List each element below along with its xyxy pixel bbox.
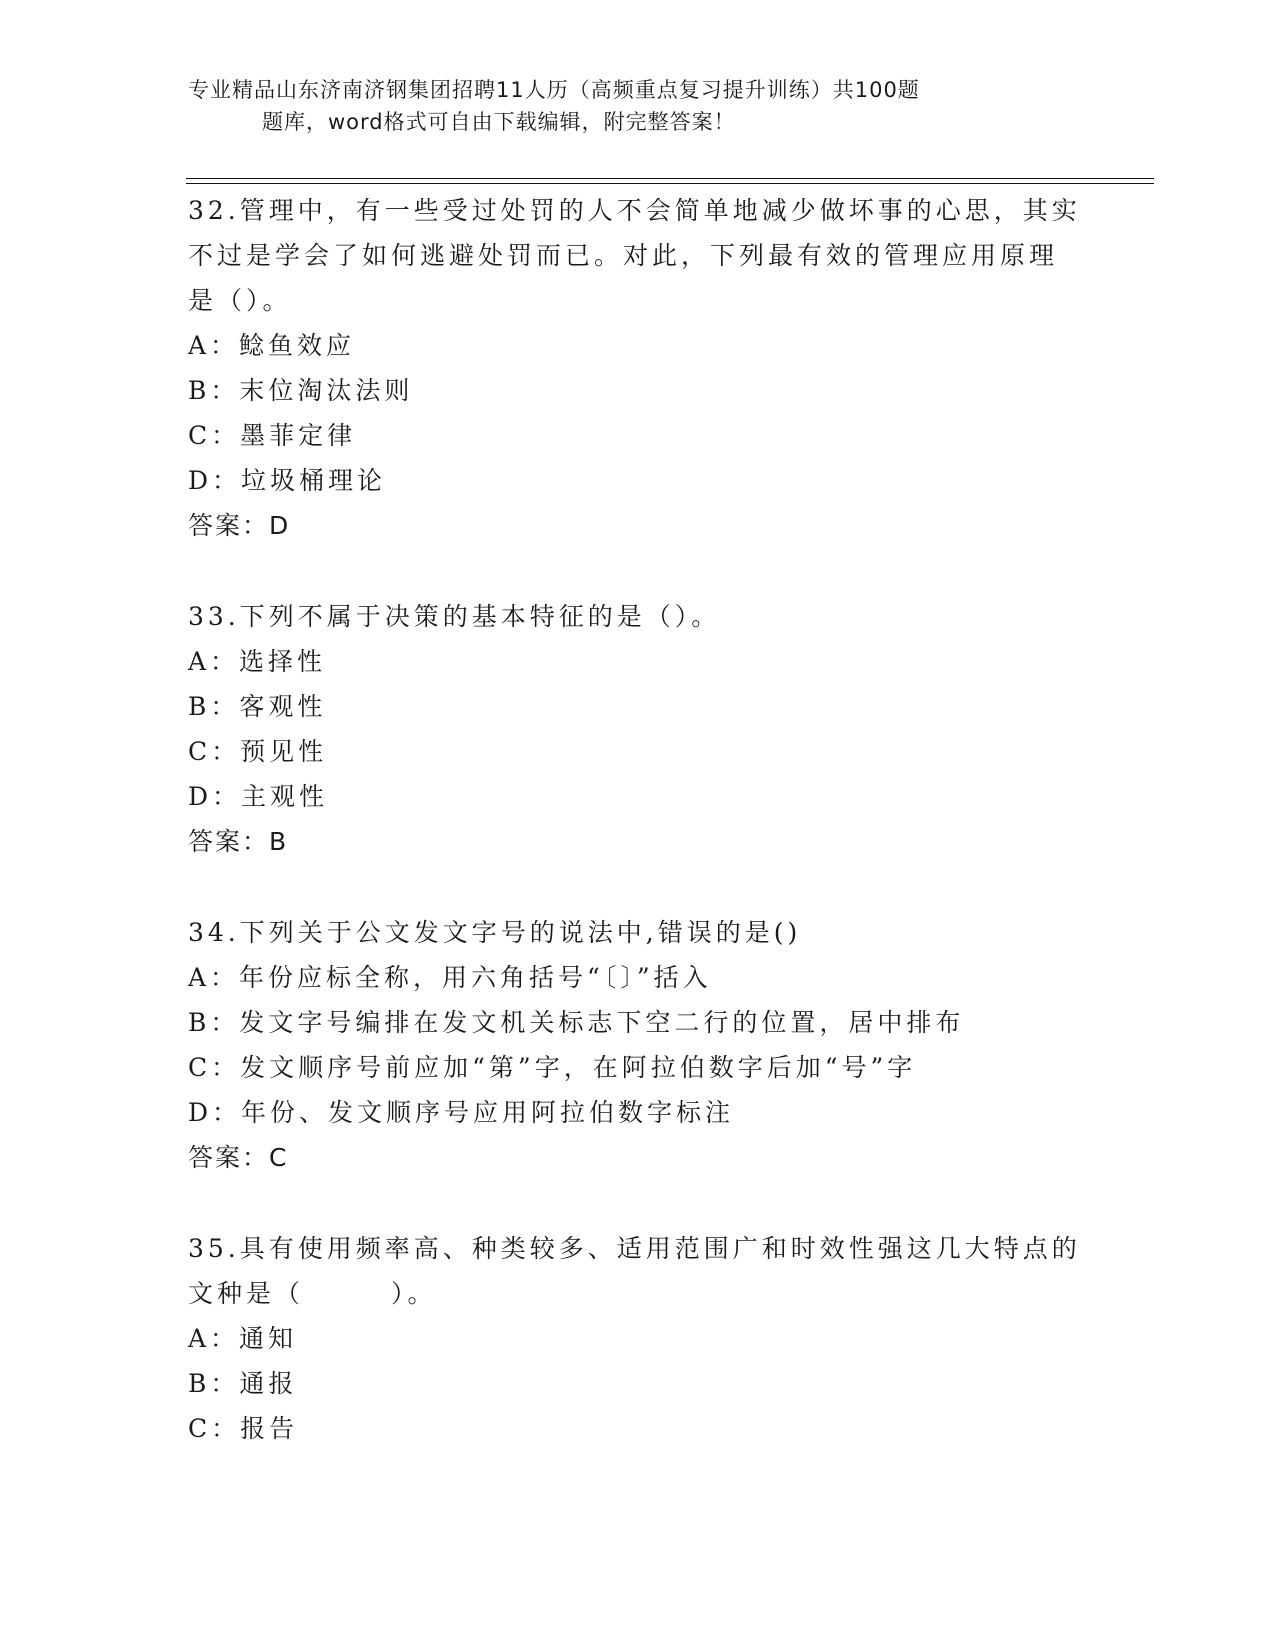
- answer-line: 答案：B: [188, 827, 289, 856]
- option-b: B：发文字号编排在发文机关标志下空二行的位置，居中排布: [188, 1008, 965, 1037]
- header-title-line-2: 题库，word格式可自由下载编辑，附完整答案！: [262, 110, 736, 134]
- header-divider-top: [186, 178, 1154, 179]
- header-title-line-1: 专业精品山东济南济钢集团招聘11人历（高频重点复习提升训练）共100题: [188, 78, 920, 102]
- question-stem-line: 35.具有使用频率高、种类较多、适用范围广和时效性强这几大特点的: [188, 1234, 1081, 1263]
- question-stem-line: 33.下列不属于决策的基本特征的是（）。: [188, 602, 721, 631]
- option-a: A：选择性: [188, 647, 327, 676]
- question-stem-line: 是（）。: [188, 286, 292, 315]
- answer-line: 答案：D: [188, 511, 291, 540]
- question-stem-line: 文种是（ ）。: [188, 1279, 437, 1308]
- question-spacer: [188, 548, 1088, 594]
- option-c: C：报告: [188, 1414, 299, 1443]
- option-c: C：墨菲定律: [188, 421, 357, 450]
- question-35: [188, 1226, 1088, 1451]
- question-34: [188, 910, 1088, 1180]
- question-spacer: [188, 1180, 1088, 1226]
- document-header: [188, 74, 1068, 138]
- option-a: A：通知: [188, 1324, 298, 1353]
- question-stem-line: 32.管理中，有一些受过处罚的人不会简单地减少做坏事的心思，其实: [188, 196, 1081, 225]
- option-b: B：末位淘汰法则: [188, 376, 414, 405]
- option-d: D：年份、发文顺序号应用阿拉伯数字标注: [188, 1098, 735, 1127]
- question-list: [188, 188, 1088, 1451]
- answer-line: 答案：C: [188, 1143, 289, 1172]
- option-a: A：年份应标全称，用六角括号“〔〕”括入: [188, 963, 712, 992]
- option-b: B：通报: [188, 1369, 298, 1398]
- option-c: C：预见性: [188, 737, 328, 766]
- question-stem-line: 不过是学会了如何逃避处罚而已。对此，下列最有效的管理应用原理: [188, 241, 1059, 270]
- option-d: D：主观性: [188, 782, 329, 811]
- option-c: C：发文顺序号前应加“第”字，在阿拉伯数字后加“号”字: [188, 1053, 917, 1082]
- question-33: [188, 594, 1088, 864]
- header-divider-bottom: [186, 183, 1154, 184]
- question-stem-line: 34.下列关于公文发文字号的说法中,错误的是(): [188, 918, 802, 947]
- question-spacer: [188, 864, 1088, 910]
- option-d: D：垃圾桶理论: [188, 466, 387, 495]
- option-b: B：客观性: [188, 692, 327, 721]
- question-32: [188, 188, 1088, 548]
- option-a: A：鲶鱼效应: [188, 331, 356, 360]
